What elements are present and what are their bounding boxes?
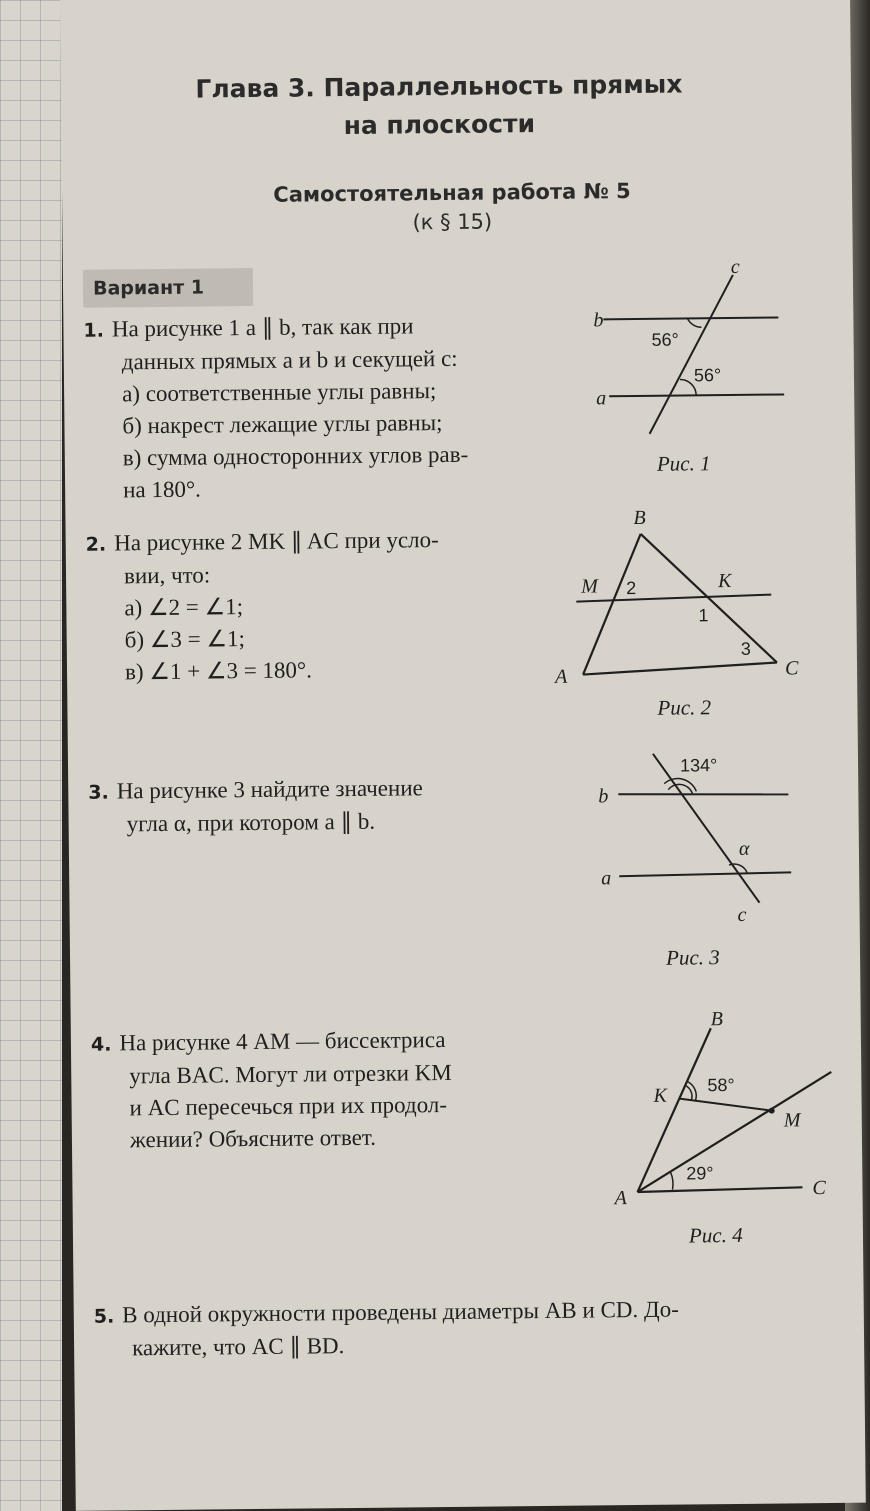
task-4 bbox=[91, 1023, 582, 1157]
task-2 bbox=[86, 523, 558, 689]
task-text: На рисунке 2 MK ∥ AC при усло- bbox=[114, 527, 439, 556]
chapter-title-line1: Глава 3. Параллельность прямых bbox=[195, 69, 683, 104]
figure-1 bbox=[583, 255, 805, 464]
textbook-page bbox=[60, 0, 866, 1511]
fig3-label-b: b bbox=[598, 785, 609, 808]
fig2-label-M: M bbox=[581, 575, 598, 598]
fig2-number-1: 1 bbox=[698, 605, 709, 626]
fig4-angle-58: 58° bbox=[707, 1074, 735, 1096]
task-text: данных прямых a и b и секущей c: bbox=[121, 345, 458, 375]
figure-3 bbox=[588, 742, 820, 934]
figure-2 bbox=[545, 502, 817, 688]
grid-paper-background bbox=[0, 0, 62, 1511]
task-text: На рисунке 1 a ∥ b, так как при bbox=[111, 313, 414, 342]
fig3-label-alpha: α bbox=[738, 837, 750, 860]
fig3-label-a: a bbox=[601, 867, 612, 890]
task-text: В одной окружности проведены диаметры AB и CD. До- bbox=[122, 1296, 679, 1328]
fig1-label-a: a bbox=[596, 387, 607, 410]
chapter-title-line2: на плоскости bbox=[343, 109, 536, 141]
fig4-label-A: A bbox=[614, 1187, 627, 1210]
fig4-angle-29: 29° bbox=[686, 1163, 714, 1184]
fig2-number-2: 2 bbox=[626, 577, 637, 599]
task-text: и AC пересечься при их продол- bbox=[129, 1092, 448, 1121]
fig2-label-B: B bbox=[633, 506, 646, 530]
task-option: а) соответственные углы равны; bbox=[121, 378, 437, 407]
task-number: 3. bbox=[88, 781, 109, 804]
fig1-label-c: c bbox=[730, 255, 740, 278]
fig2-label-A: A bbox=[554, 665, 568, 688]
task-text: вии, что: bbox=[123, 562, 211, 589]
fig2-label-C: C bbox=[784, 657, 799, 680]
task-option: б) ∠3 = ∠1; bbox=[124, 626, 246, 653]
chapter-title bbox=[159, 65, 720, 147]
fig1-caption: Рис. 1 bbox=[656, 451, 711, 476]
task-number: 1. bbox=[83, 319, 105, 342]
task-number: 5. bbox=[93, 1305, 115, 1328]
fig4-label-K: K bbox=[653, 1084, 667, 1107]
work-title: Самостоятельная работа № 5 bbox=[273, 179, 631, 207]
task-text: угла α, при котором a ∥ b. bbox=[126, 808, 376, 837]
fig4-label-C: C bbox=[812, 1177, 826, 1200]
task-option: в) сумма односторонних углов рав- bbox=[122, 441, 469, 471]
fig3-angle-134: 134° bbox=[679, 755, 718, 776]
fig4-caption: Рис. 4 bbox=[688, 1222, 743, 1248]
task-option: а) ∠2 = ∠1; bbox=[124, 594, 244, 621]
task-text: угла BAC. Могут ли отрезки KM bbox=[129, 1059, 452, 1089]
fig4-label-M: M bbox=[783, 1109, 801, 1132]
fig2-label-K: K bbox=[718, 570, 732, 593]
fig3-caption: Рис. 3 bbox=[665, 945, 720, 970]
fig2-caption: Рис. 2 bbox=[657, 695, 712, 720]
fig1-angle-bottom: 56° bbox=[693, 365, 722, 386]
fig1-label-b: b bbox=[593, 309, 604, 332]
task-text: На рисунке 4 AM — биссектриса bbox=[119, 1027, 446, 1056]
task-3 bbox=[88, 771, 579, 841]
work-reference: (к § 15) bbox=[412, 209, 493, 235]
fig4-label-B: B bbox=[710, 1008, 724, 1031]
fig2-number-3: 3 bbox=[740, 638, 751, 659]
task-option: б) накрест лежащие углы равны; bbox=[122, 410, 443, 439]
task-number: 2. bbox=[85, 533, 107, 556]
task-5 bbox=[94, 1292, 865, 1365]
task-text: кажите, что AC ∥ BD. bbox=[131, 1333, 345, 1361]
task-option: в) ∠1 + ∠3 = 180°. bbox=[124, 657, 313, 685]
task-1 bbox=[83, 309, 555, 507]
figure-4 bbox=[591, 1002, 833, 1210]
fig3-label-c: c bbox=[737, 903, 747, 926]
fig1-angle-top: 56° bbox=[651, 329, 679, 350]
task-option: на 180°. bbox=[123, 476, 201, 503]
variant-label: Вариант 1 bbox=[83, 268, 253, 308]
task-number: 4. bbox=[90, 1033, 112, 1056]
task-text: жении? Объясните ответ. bbox=[129, 1124, 377, 1153]
task-text: На рисунке 3 найдите значение bbox=[116, 775, 423, 804]
